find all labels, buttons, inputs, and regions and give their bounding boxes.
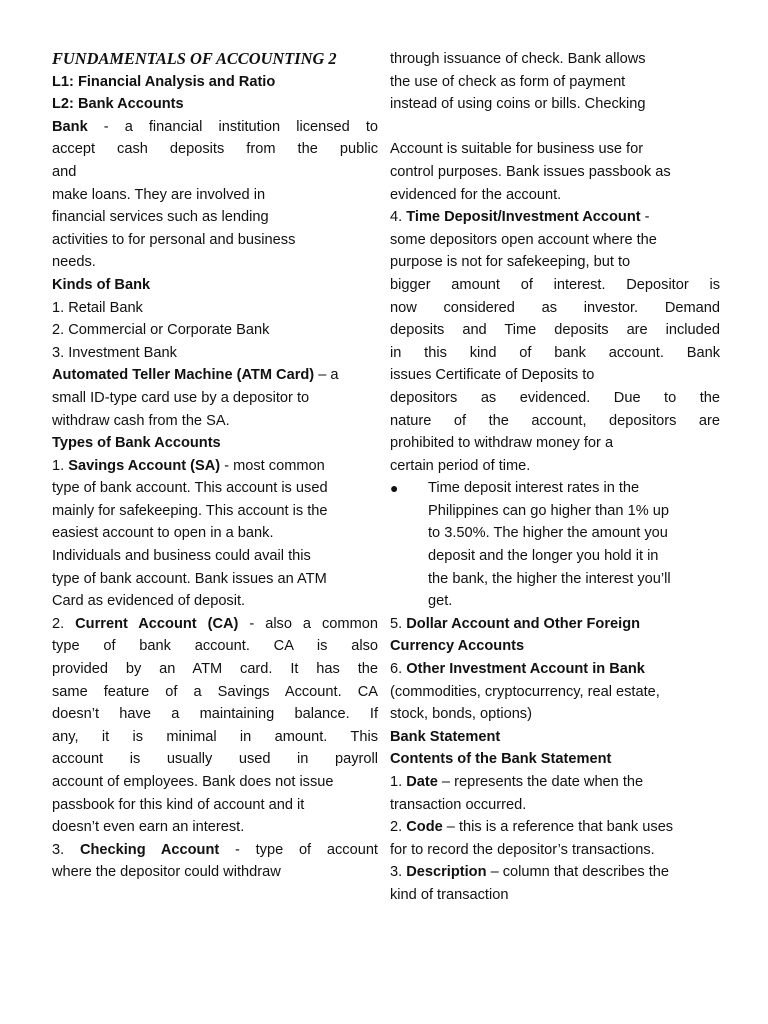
kinds-of-bank-heading: Kinds of Bank	[52, 276, 151, 293]
current-account-line: any, it is minimal in amount. This	[52, 728, 378, 745]
dollar-account-term: Dollar Account and Other Foreign	[406, 615, 641, 632]
time-deposit-line: now considered as investor. Demand	[390, 299, 720, 316]
types-of-accounts-heading: Types of Bank Accounts	[52, 435, 221, 452]
date-line: transaction occurred.	[390, 796, 527, 813]
code-line: 2. Code – this is a reference that bank uses	[390, 819, 674, 836]
current-account-line: doesn’t even earn an interest.	[52, 819, 245, 836]
current-account-term: Current Account (CA)	[75, 615, 239, 632]
statement-contents-heading: Contents of the Bank Statement	[390, 751, 612, 768]
time-deposit-line: in this kind of bank account. Bank	[390, 344, 720, 361]
time-deposit-line: issues Certificate of Deposits to	[390, 367, 595, 384]
current-account-line: 2. Current Account (CA) - also a common	[52, 615, 378, 632]
left-column	[52, 48, 378, 884]
document-title: FUNDAMENTALS OF ACCOUNTING 2	[52, 49, 337, 68]
description-term: Description	[406, 864, 487, 881]
time-deposit-line: prohibited to withdraw money for a	[390, 435, 614, 452]
bullet-text: Time deposit interest rates in the Philippines can go higher than 1% up to 3.50%. The higher the amount you deposit and the longer you hold it in the bank, the higher the interest you’ll get.	[428, 480, 671, 610]
dollar-account-line: Currency Accounts	[390, 638, 525, 655]
description-line: kind of transaction	[390, 886, 509, 903]
time-deposit-line: depositors as evidenced. Due to the	[390, 389, 720, 406]
time-deposit-line: deposits and Time deposits are included	[390, 322, 720, 339]
checking-account-term: Checking Account	[79, 841, 220, 858]
checking-account-line: instead of using coins or bills. Checking	[390, 96, 646, 113]
checking-account-line: the use of check as form of payment	[390, 73, 626, 90]
list-item: 3. Investment Bank	[52, 344, 177, 361]
bank-definition-line: Bank - a financial institution licensed to	[52, 118, 378, 135]
atm-definition-line: withdraw cash from the SA.	[52, 412, 230, 429]
checking-account-line: evidenced for the account.	[390, 186, 562, 203]
savings-account-line: Individuals and business could avail this	[52, 548, 311, 565]
code-line: for to record the depositor’s transactions.	[390, 841, 655, 858]
bank-definition-line: make loans. They are involved in	[52, 186, 266, 203]
lesson-1-heading: L1: Financial Analysis and Ratio	[52, 73, 276, 90]
date-term: Date	[406, 774, 438, 790]
dollar-account-line: 5. Dollar Account and Other Foreign	[390, 615, 641, 632]
checking-account-line: Account is suitable for business use for	[390, 141, 644, 158]
other-investment-line: (commodities, cryptocurrency, real estate,	[390, 683, 660, 700]
current-account-line: passbook for this kind of account and it	[52, 796, 305, 813]
lesson-2-heading: L2: Bank Accounts	[52, 96, 184, 113]
time-deposit-line: some depositors open account where the	[390, 231, 657, 248]
bank-term: Bank	[52, 118, 88, 135]
list-item: 1. Retail Bank	[52, 299, 143, 316]
list-item: 2. Commercial or Corporate Bank	[52, 322, 270, 339]
time-deposit-line: nature of the account, depositors are	[390, 412, 720, 429]
bank-definition-line: activities to for personal and business	[52, 231, 296, 248]
other-investment-line: 6. Other Investment Account in Bank	[390, 661, 645, 678]
paragraph-gap	[390, 116, 720, 139]
savings-account-line: type of bank account. This account is used	[52, 480, 328, 497]
current-account-line: account of employees. Bank does not issue	[52, 774, 334, 790]
checking-account-line: through issuance of check. Bank allows	[390, 51, 646, 67]
current-account-line: same feature of a Savings Account. CA	[52, 683, 378, 700]
savings-account-term: Savings Account (SA)	[68, 457, 221, 474]
code-term: Code	[406, 819, 443, 836]
savings-account-line: Card as evidenced of deposit.	[52, 593, 246, 610]
current-account-line: doesn’t have a maintaining balance. If	[52, 706, 378, 723]
time-deposit-line: purpose is not for safekeeping, but to	[390, 254, 631, 271]
current-account-line: type of bank account. CA is also	[52, 638, 378, 655]
other-investment-term: Other Investment Account in Bank	[406, 661, 645, 678]
savings-account-line: type of bank account. Bank issues an ATM	[52, 570, 327, 587]
bank-statement-heading: Bank Statement	[390, 728, 501, 745]
current-account-line: account is usually used in payroll	[52, 751, 378, 768]
checking-account-line: 3. Checking Account - type of account	[52, 841, 378, 858]
time-deposit-term: Time Deposit/Investment Account	[406, 209, 641, 226]
atm-definition-line: small ID-type card use by a depositor to	[52, 389, 310, 406]
time-deposit-line: certain period of time.	[390, 457, 531, 474]
bank-definition-line: needs.	[52, 254, 96, 271]
other-investment-line: stock, bonds, options)	[390, 706, 532, 723]
bullet-item	[390, 477, 720, 613]
description-line: 3. Description – column that describes the	[390, 864, 670, 881]
time-deposit-line: 4. Time Deposit/Investment Account -	[390, 209, 650, 226]
savings-account-line: easiest account to open in a bank.	[52, 525, 274, 542]
bank-definition-line: and	[52, 163, 77, 180]
savings-account-line: mainly for safekeeping. This account is the	[52, 502, 328, 519]
checking-account-line: where the depositor could withdraw	[52, 864, 281, 881]
bullet-dot-icon: ●	[390, 480, 399, 497]
savings-account-line: 1. Savings Account (SA) - most common	[52, 457, 325, 474]
bank-definition-line: accept cash deposits from the public	[52, 141, 378, 158]
date-line: 1. Date – represents the date when the	[390, 774, 644, 790]
right-column	[390, 48, 720, 907]
bank-definition-line: financial services such as lending	[52, 209, 269, 226]
atm-term: Automated Teller Machine (ATM Card)	[52, 367, 315, 384]
current-account-line: provided by an ATM card. It has the	[52, 661, 378, 678]
checking-account-line: control purposes. Bank issues passbook as	[390, 163, 671, 180]
atm-definition-line: Automated Teller Machine (ATM Card) – a	[52, 367, 339, 384]
time-deposit-line: bigger amount of interest. Depositor is	[390, 276, 720, 293]
